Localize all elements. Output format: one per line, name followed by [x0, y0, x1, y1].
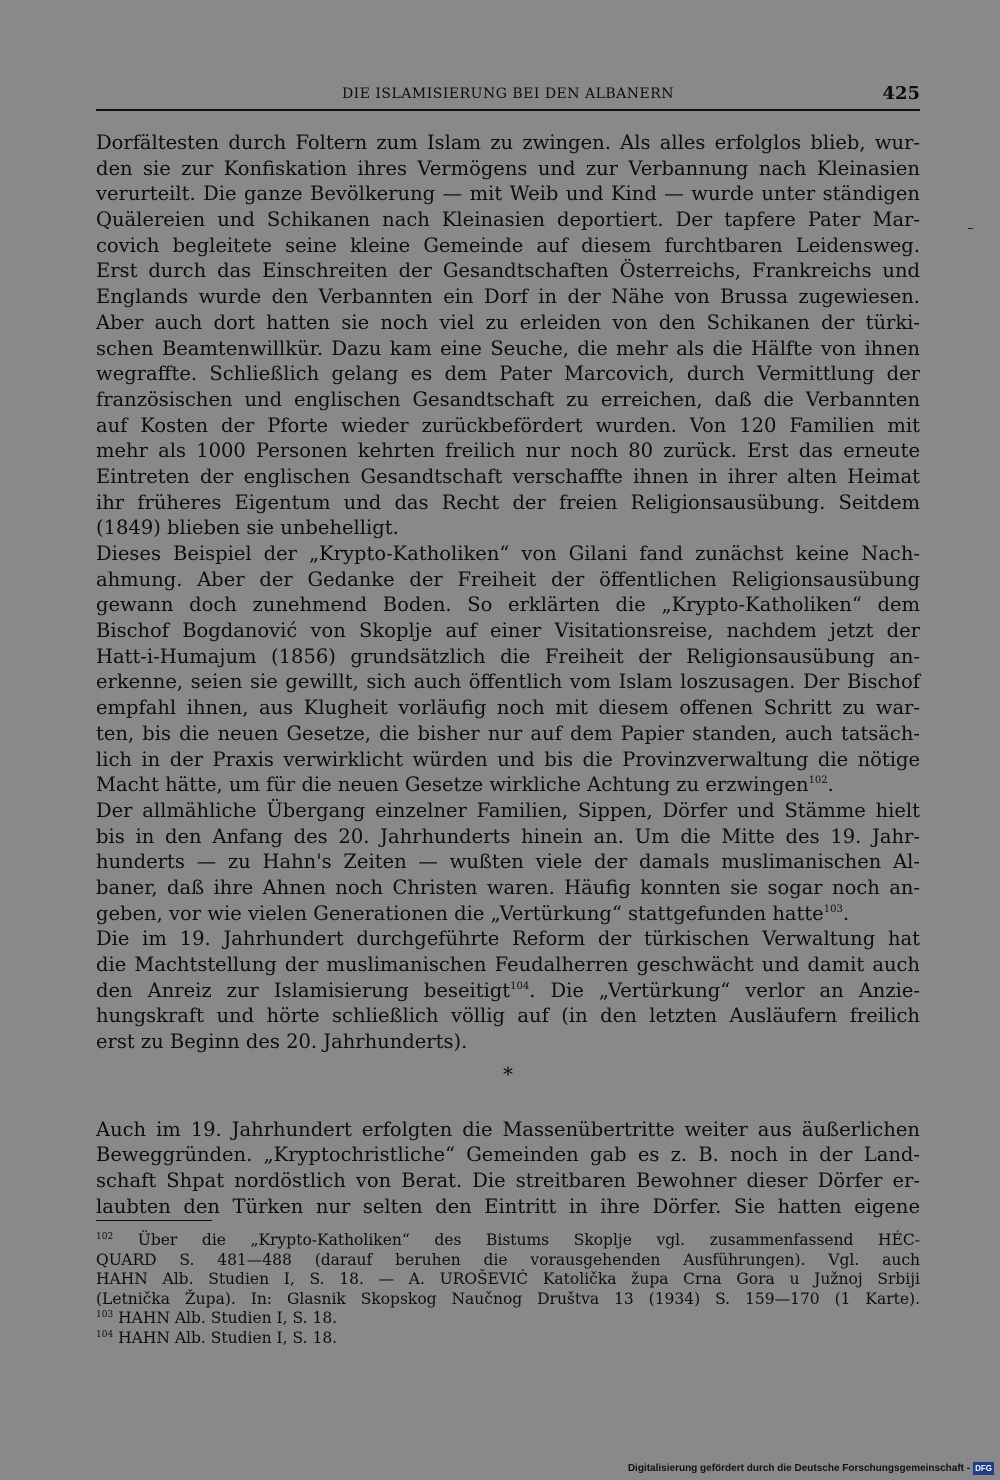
- line-text: Englands wurde den Verbannten ein Dorf in der Nähe von Brussa zugewiesen.: [96, 285, 920, 309]
- line-text: Bischof Bogdanović von Skoplje auf einer Visitationsreise, nachdem jetzt der: [96, 619, 920, 643]
- line-text: ihr früheres Eigentum und das Recht der freien Religionsausübung. Seitdem: [96, 490, 920, 514]
- text-line: [96, 567, 920, 593]
- running-head: [96, 83, 920, 108]
- line-text: gewann doch zunehmend Boden. So erklärten die „Krypto-Katholiken“ dem: [96, 593, 920, 617]
- margin-mark: [968, 228, 973, 229]
- text-line: [96, 361, 920, 387]
- text-line: [96, 875, 920, 901]
- text-line: [96, 490, 920, 516]
- line-text: wegraffte. Schließlich gelang es dem Pater Marcovich, durch Vermittlung der: [96, 362, 920, 386]
- text-line: [96, 1029, 920, 1055]
- line-text: französischen und englischen Gesandtschaft zu erreichen, daß die Verbannten: [96, 387, 920, 411]
- running-title: DIE ISLAMISIERUNG BEI DEN ALBANERN: [341, 86, 675, 102]
- line-text: hungskraft und hörte schließlich völlig auf (in den letzten Ausläufern freilich: [96, 1004, 920, 1028]
- footnote-text: QUARD S. 481—488 (darauf beruhen die vorausgehenden Ausführungen). Vgl. auch: [96, 1250, 920, 1269]
- footnote-line: [96, 1270, 920, 1290]
- text-line: [96, 798, 920, 824]
- text-line: [96, 284, 920, 310]
- line-text: hunderts — zu Hahn's Zeiten — wußten viele der damals muslimanischen Al-: [96, 850, 920, 874]
- text-line: [96, 978, 920, 1004]
- text-line: [96, 1117, 920, 1143]
- text-line: [96, 926, 920, 952]
- text-line: [96, 233, 920, 259]
- text-line: [96, 747, 920, 773]
- line-text: Aber auch dort hatten sie noch viel zu erleiden von den Schikanen der türki-: [96, 310, 920, 334]
- text-line: [96, 824, 920, 850]
- footnotes: [96, 1231, 920, 1348]
- footnote-line: [96, 1251, 920, 1271]
- line-text: baner, daß ihre Ahnen noch Christen waren. Häufig konnten sie sogar noch an-: [96, 875, 920, 899]
- text-line: [96, 901, 920, 927]
- line-text-continued: . Die „Vertürkung“ verlor an Anzie-: [529, 978, 920, 1002]
- footnote-text: Über die „Krypto-Katholiken“ des Bistums Skoplje vgl. zusammenfassend HÉC-: [137, 1231, 920, 1249]
- line-text: Quälereien und Schikanen nach Kleinasien deportiert. Der tapfere Pater Mar-: [96, 208, 920, 232]
- body-lines-after-separator: [96, 1117, 920, 1220]
- footnote-text: (Letnička Župa). In: Glasnik Skopskog Naučnog Društva 13 (1934) S. 159—170 (1 Karte).: [96, 1289, 920, 1308]
- line-text: erkenne, seien sie gewillt, sich auch öffentlich vom Islam loszusagen. Der Bischof: [96, 670, 920, 694]
- line-text: empfahl ihnen, aus Klugheit vorläufig noch mit diesem offenen Schritt zu war-: [96, 696, 920, 720]
- line-text: erst zu Beginn des 20. Jahrhunderts).: [96, 1030, 468, 1054]
- text-line: [96, 1003, 920, 1029]
- line-text: Macht hätte, um für die neuen Gesetze wirkliche Achtung zu erzwingen: [96, 773, 809, 797]
- text-line: [96, 413, 920, 439]
- text-line: [96, 130, 920, 156]
- text-line: [96, 721, 920, 747]
- footnote-ref: 104: [510, 980, 530, 992]
- text-line: [96, 1168, 920, 1194]
- text-line: [96, 336, 920, 362]
- line-text: Beweggründen. „Kryptochristliche“ Gemeinden gab es z. B. noch in der Land-: [96, 1143, 920, 1167]
- line-text: den sie zur Konfiskation ihres Vermögens und zur Verbannung nach Kleinasien: [96, 156, 920, 180]
- text-line: [96, 772, 920, 798]
- text-line: [96, 952, 920, 978]
- footnote-line: [96, 1231, 920, 1251]
- header-rule: [96, 109, 920, 111]
- line-text: den Anreiz zur Islamisierung beseitigt: [96, 978, 511, 1002]
- line-text: ahmung. Aber der Gedanke der Freiheit der öffentlichen Religionsausübung: [96, 567, 920, 591]
- text-line: [96, 387, 920, 413]
- line-text: laubten den Türken nur selten den Eintritt in ihre Dörfer. Sie hatten eigene: [96, 1194, 920, 1218]
- body-text: [96, 130, 920, 1220]
- text-line: [96, 515, 920, 541]
- line-text-continued: .: [827, 773, 834, 797]
- line-text: Dorfältesten durch Foltern zum Islam zu zwingen. Als alles erfolglos blieb, wur-: [96, 131, 920, 154]
- line-text: Auch im 19. Jahrhundert erfolgten die Massenübertritte weiter aus äußerlichen: [96, 1117, 920, 1141]
- text-line: [96, 541, 920, 567]
- footnote-ref: 102: [808, 775, 828, 787]
- digitization-note: [628, 1461, 994, 1475]
- text-line: [96, 1194, 920, 1220]
- text-line: [96, 156, 920, 182]
- dfg-logo-icon: DFG: [975, 1463, 992, 1473]
- line-text: die Machtstellung der muslimanischen Feudalherren geschwächt und damit auch: [96, 953, 920, 976]
- text-line: [96, 438, 920, 464]
- body-lines: [96, 130, 920, 1055]
- text-line: [96, 669, 920, 695]
- line-text-continued: .: [842, 901, 850, 925]
- text-line: [96, 849, 920, 875]
- line-text: Erst durch das Einschreiten der Gesandtschaften Österreichs, Frankreichs und: [96, 259, 920, 283]
- line-text: bis in den Anfang des 20. Jahrhunderts hinein an. Um die Mitte des 19. Jahr-: [96, 824, 920, 848]
- footnote-text: HAHN Alb. Studien I, S. 18.: [118, 1309, 338, 1327]
- text-line: [96, 258, 920, 284]
- text-line: [96, 592, 920, 618]
- line-text: verurteilt. Die ganze Bevölkerung — mit Weib und Kind — wurde unter ständigen: [96, 182, 920, 206]
- text-line: [96, 1142, 920, 1168]
- text-line: [96, 644, 920, 670]
- line-text: geben, vor wie vielen Generationen die „Vertürkung“ stattgefunden hatte: [96, 901, 824, 925]
- line-text: Der allmähliche Übergang einzelner Familien, Sippen, Dörfer und Stämme hielt: [96, 798, 920, 822]
- text-line: [96, 207, 920, 233]
- text-line: [96, 618, 920, 644]
- footnote-number: 102: [96, 1232, 114, 1242]
- text-line: [96, 310, 920, 336]
- digitization-text: Digitalisierung gefördert durch die Deutsche Forschungsgemeinschaft -: [627, 1462, 971, 1474]
- line-text: Eintreten der englischen Gesandtschaft verschaffte ihnen in ihrer alten Heimat: [96, 464, 920, 488]
- footnote-line: [96, 1309, 920, 1329]
- footnote-text: HAHN Alb. Studien I, S. 18. — A. UROŠEVIĆ Katolička župa Crna Gora u Južnoj Srbiji: [96, 1270, 920, 1288]
- line-text: (1849) blieben sie unbehelligt.: [96, 516, 399, 540]
- text-line: [96, 695, 920, 721]
- line-text: lich in der Praxis verwirklicht würden und bis die Provinzverwaltung die nötige: [96, 747, 920, 771]
- footnote-line: [96, 1290, 920, 1310]
- line-text: schaft Shpat nordöstlich von Berat. Die streitbaren Bewohner dieser Dörfer er-: [96, 1169, 920, 1193]
- footnote-text: HAHN Alb. Studien I, S. 18.: [118, 1328, 338, 1347]
- footnote-line: [96, 1329, 920, 1349]
- page-number: 425: [882, 83, 920, 104]
- footnote-rule: [96, 1220, 212, 1221]
- line-text: mehr als 1000 Personen kehrten freilich nur noch 80 zurück. Erst das erneute: [96, 439, 920, 463]
- section-separator: *: [503, 1061, 513, 1086]
- line-text: Die im 19. Jahrhundert durchgeführte Reform der türkischen Verwaltung hat: [96, 927, 920, 951]
- line-text: ten, bis die neuen Gesetze, die bisher nur auf dem Papier standen, auch tatsäch-: [96, 721, 920, 745]
- line-text: auf Kosten der Pforte wieder zurückbefördert wurden. Von 120 Familien mit: [96, 413, 920, 437]
- text-line: [96, 181, 920, 207]
- line-text: Dieses Beispiel der „Krypto-Katholiken“ von Gilani fand zunächst keine Nach-: [96, 542, 920, 565]
- text-line: [96, 464, 920, 490]
- footnote-number: 103: [96, 1310, 114, 1320]
- line-text: schen Beamtenwillkür. Dazu kam eine Seuche, die mehr als die Hälfte von ihnen: [96, 336, 920, 360]
- line-text: Hatt-i-Humajum (1856) grundsätzlich die Freiheit der Religionsausübung an-: [96, 644, 920, 668]
- footnote-number: 104: [96, 1329, 114, 1340]
- footnote-ref: 103: [823, 903, 843, 915]
- line-text: covich begleitete seine kleine Gemeinde auf diesem furchtbaren Leidensweg.: [96, 233, 920, 257]
